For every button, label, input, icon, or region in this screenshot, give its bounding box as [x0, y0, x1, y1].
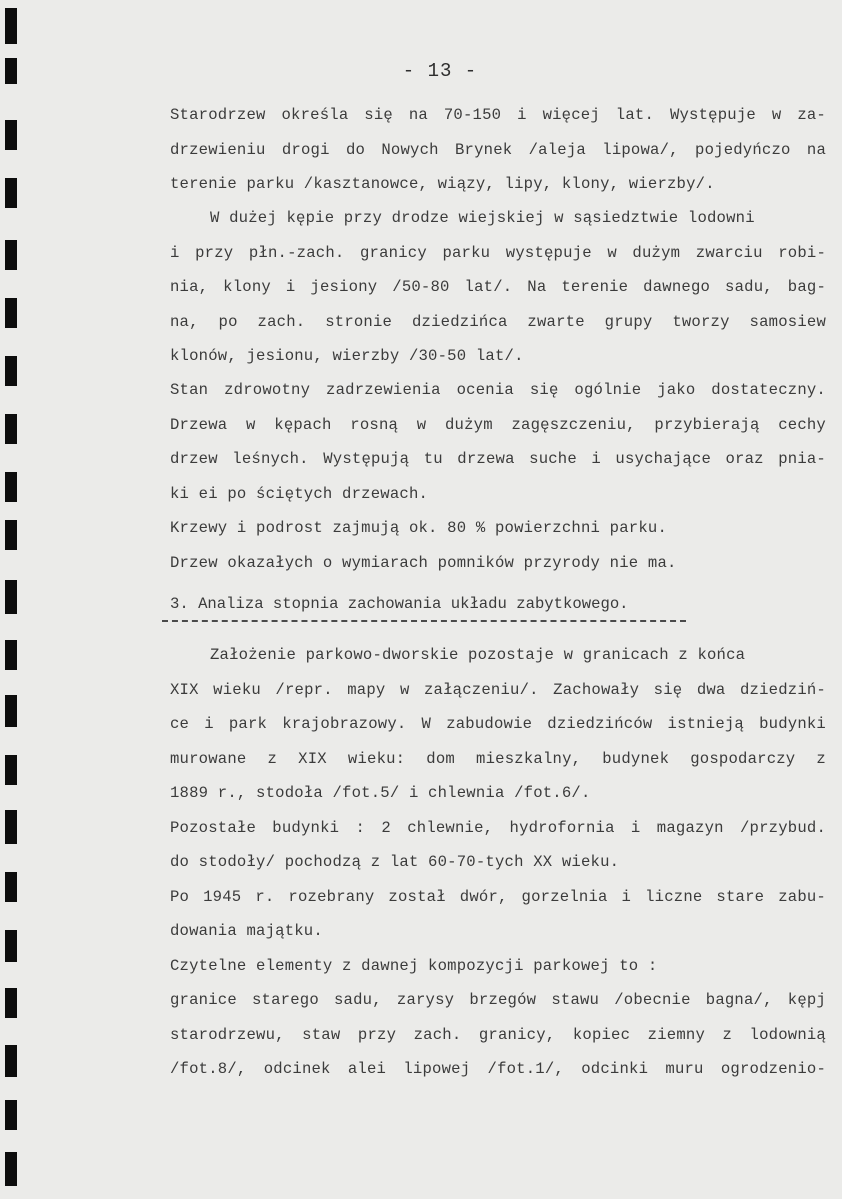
binding-hole-mark — [5, 988, 17, 1018]
binding-hole-mark — [5, 640, 17, 670]
paragraph-stan-zdrowotny — [170, 373, 826, 580]
binding-hole-mark — [5, 810, 17, 844]
text-line: W dużej kępie przy drodze wiejskiej w sąsiedztwie lodowni — [210, 209, 755, 227]
binding-hole-mark — [5, 8, 17, 44]
text-line: Czytelne elementy z dawnej kompozycji parkowej to : — [170, 956, 658, 975]
text-line: dowania majątku. — [170, 922, 323, 940]
binding-hole-mark — [5, 356, 17, 386]
binding-hole-mark — [5, 240, 17, 270]
section-heading: 3. Analiza stopnia zachowania układu zabytkowego. — [170, 595, 629, 613]
binding-hole-mark — [5, 695, 17, 727]
text-line: ki ei po ściętych drzewach. — [170, 484, 429, 503]
page-number: - 13 - — [402, 60, 478, 82]
binding-hole-mark — [5, 580, 17, 614]
text-line: ce i park krajobrazowy. W zabudowie dziedzińców istnieją budynki — [170, 715, 826, 733]
heading-underline — [162, 620, 686, 622]
binding-hole-mark — [5, 872, 17, 902]
binding-hole-mark — [5, 178, 17, 208]
binding-hole-mark — [5, 120, 17, 150]
text-line: granice starego sadu, zarysy brzegów stawu /obecnie bagna/, kępj — [170, 991, 826, 1009]
text-line: starodrzewu, staw przy zach. granicy, kopiec ziemny z lodownią — [170, 1025, 826, 1044]
binding-hole-mark — [5, 755, 17, 785]
text-line: terenie parku /kasztanowce, wiązy, lipy, klony, wierzby/. — [170, 175, 715, 193]
text-line: Pozostałe budynki : 2 chlewnie, hydrofornia i magazyn /przybud. — [170, 818, 826, 837]
binding-holes — [0, 0, 30, 1199]
binding-hole-mark — [5, 1152, 17, 1186]
text-line: Stan zdrowotny zadrzewienia ocenia się ogólnie jako dostateczny. — [170, 381, 826, 399]
text-line: /fot.8/, odcinek alei lipowej /fot.1/, odcinki muru ogrodzenio- — [170, 1060, 826, 1078]
text-line: drzew leśnych. Występują tu drzewa suche i usychające oraz pnia- — [170, 450, 826, 468]
binding-hole-mark — [5, 58, 17, 84]
paragraph-zalozenie — [170, 638, 826, 1087]
text-line: drzewieniu drogi do Nowych Brynek /aleja lipowa/, pojedyńczo na — [170, 140, 826, 159]
binding-hole-mark — [5, 1045, 17, 1077]
binding-hole-mark — [5, 472, 17, 502]
binding-hole-mark — [5, 298, 17, 328]
binding-hole-mark — [5, 1100, 17, 1130]
text-line: Drzew okazałych o wymiarach pomników przyrody nie ma. — [170, 553, 677, 572]
text-line: Krzewy i podrost zajmują ok. 80 % powierzchni parku. — [170, 519, 668, 537]
text-line: do stodoły/ pochodzą z lat 60-70-tych XX wieku. — [170, 853, 620, 871]
text-line: Po 1945 r. rozebrany został dwór, gorzelnia i liczne stare zabu- — [170, 887, 826, 906]
paragraph-starodrzew — [170, 98, 826, 202]
text-line: Założenie parkowo-dworskie pozostaje w granicach z końca — [210, 646, 746, 664]
text-line: XIX wieku /repr. mapy w załączeniu/. Zachowały się dwa dziedziń- — [170, 680, 826, 699]
text-line: i przy płn.-zach. granicy parku występuje w dużym zwarciu robi- — [170, 243, 826, 262]
paragraph-kepa — [170, 201, 826, 374]
text-line: Drzewa w kępach rosną w dużym zagęszczeniu, przybierają cechy — [170, 415, 826, 434]
text-line: nia, klony i jesiony /50-80 lat/. Na terenie dawnego sadu, bag- — [170, 278, 826, 296]
text-line: murowane z XIX wieku: dom mieszkalny, budynek gospodarczy z — [170, 749, 826, 768]
text-line: klonów, jesionu, wierzby /30-50 lat/. — [170, 347, 524, 365]
text-line: Starodrzew określa się na 70-150 i więcej lat. Występuje w za- — [170, 106, 826, 124]
binding-hole-mark — [5, 414, 17, 444]
text-line: 1889 r., stodoła /fot.5/ i chlewnia /fot.6/. — [170, 784, 591, 802]
binding-hole-mark — [5, 520, 17, 550]
text-line: na, po zach. stronie dziedzińca zwarte grupy tworzy samosiew — [170, 312, 826, 331]
binding-hole-mark — [5, 930, 17, 962]
